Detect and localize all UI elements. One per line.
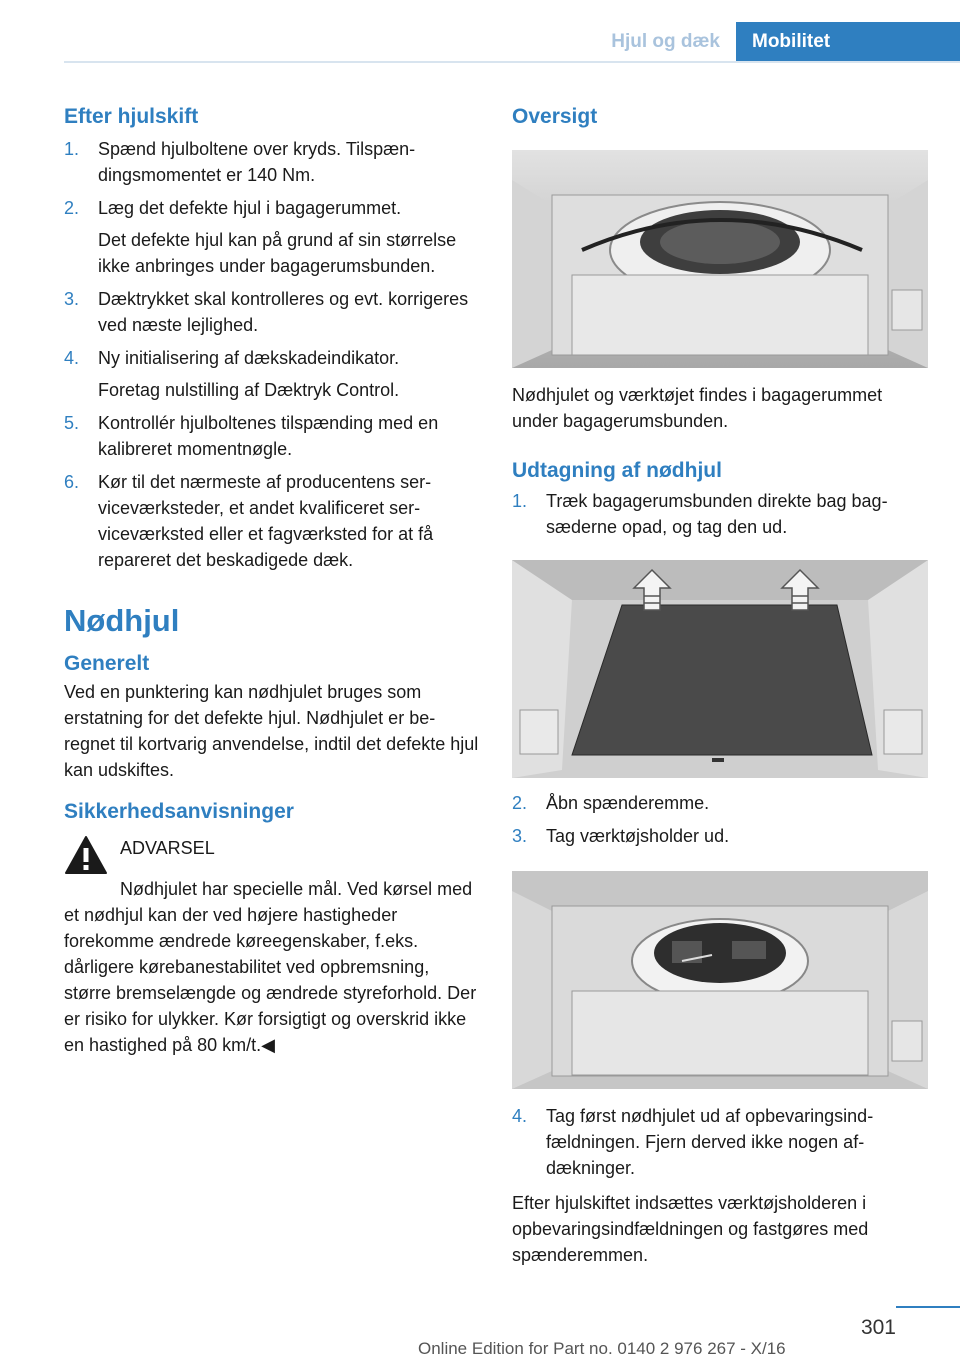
overview-caption: Nødhjulet og værktøjet findes i bagagerummet under bagagerumsbunden.	[512, 385, 883, 431]
step-text: Dæktrykket skal kontrolleres og evt. korrigeres ved næste lejlighed.	[98, 289, 469, 335]
step-number: 1.	[512, 491, 528, 511]
step-number: 4.	[512, 1106, 528, 1126]
step-number: 2.	[64, 198, 80, 218]
page-number: 301	[860, 1316, 896, 1339]
warning-text	[64, 876, 480, 1058]
step-text: Åbn spænderemme.	[546, 793, 710, 813]
list-item	[512, 790, 928, 816]
step-text: Tag værktøjsholder ud.	[546, 826, 730, 846]
list-item	[64, 410, 480, 462]
warning-text-content: Nødhjulet har specielle mål. Ved kørsel med et nødhjul kan der ved højere hastigheder forekomme ændrede køreegenskaber, f.eks. dårligere kørebanestabilitet ved opbremsning, større bremselængde og ændrede styreforhold. Der er risiko for ulykker. Kør forsigtigt og overskrid ikke en hastighed på 80 km/t.◀	[64, 879, 477, 1055]
step-number: 1.	[64, 139, 80, 159]
header-tabs	[599, 22, 960, 62]
footer-rule	[896, 1306, 960, 1308]
list-item	[512, 488, 928, 540]
step-subtext: Det defekte hjul kan på grund af sin størrelse ikke anbringes under bagagerumsbunden.	[98, 230, 457, 276]
step-text: Læg det defekte hjul i bagagerummet.	[98, 198, 402, 218]
step-text: Kontrollér hjulboltenes tilspænding med en kalibreret momentnøgle.	[98, 413, 439, 459]
tab-section[interactable]: Hjul og dæk	[611, 31, 720, 52]
step-text: Tag først nødhjulet ud af opbevaringsindfældningen. Fjern derved ikke nogen afdækninger.	[546, 1106, 874, 1178]
warning-triangle-icon	[64, 831, 120, 880]
step-text: Spænd hjulboltene over kryds. Tilspændingsmomentet er 140 Nm.	[98, 139, 416, 185]
after-change-heading: Efter hjulskift	[64, 105, 199, 128]
section-title: Nødhjul	[64, 603, 180, 638]
step-subtext: Foretag nulstilling af Dæktryk Control.	[98, 380, 400, 400]
step-text: Træk bagagerumsbunden direkte bag bagsæderne opad, og tag den ud.	[546, 491, 888, 537]
step-text: Ny initialisering af dækskadeindikator.	[98, 348, 400, 368]
left-column	[64, 102, 480, 1058]
list-item	[512, 823, 928, 849]
step-number: 4.	[64, 348, 80, 368]
figure-tool-holder	[512, 871, 928, 1089]
right-column	[512, 102, 928, 1268]
list-item	[64, 136, 480, 188]
step-number: 3.	[64, 289, 80, 309]
warning-label: ADVARSEL	[120, 838, 215, 858]
list-item	[64, 195, 480, 221]
step-number: 2.	[512, 793, 528, 813]
step-number: 3.	[512, 826, 528, 846]
edition-note: Online Edition for Part no. 0140 2 976 267 - X/16	[418, 1339, 786, 1358]
step-number: 6.	[64, 472, 80, 492]
general-heading: Generelt	[64, 652, 150, 675]
header-rule	[64, 61, 960, 63]
list-item	[512, 1103, 928, 1181]
warning-block	[64, 831, 480, 880]
tab-chapter[interactable]: Mobilitet	[736, 22, 960, 62]
closing-text: Efter hjulskiftet indsættes værktøjsholderen i opbevaringsindfældningen og fastgøres med spænderemmen.	[512, 1193, 869, 1265]
step-text: Kør til det nærmeste af producentens serviceværksteder, et andet kvalificeret serviceværksted eller et fagværksted for at få repareret det beskadigede dæk.	[98, 472, 434, 570]
list-item	[64, 345, 480, 371]
step-number: 5.	[64, 413, 80, 433]
list-item	[64, 469, 480, 573]
figure-spare-wheel-overview	[512, 150, 928, 368]
overview-heading: Oversigt	[512, 105, 598, 128]
safety-heading: Sikkerhedsanvisninger	[64, 800, 294, 823]
removal-heading: Udtagning af nødhjul	[512, 459, 722, 482]
general-text: Ved en punktering kan nødhjulet bruges som erstatning for det defekte hjul. Nødhjulet er beregnet til kortvarig anvendelse, indtil det defekte hjul kan udskiftes.	[64, 682, 479, 780]
figure-trunk-floor-lift	[512, 560, 928, 778]
list-item	[64, 286, 480, 338]
